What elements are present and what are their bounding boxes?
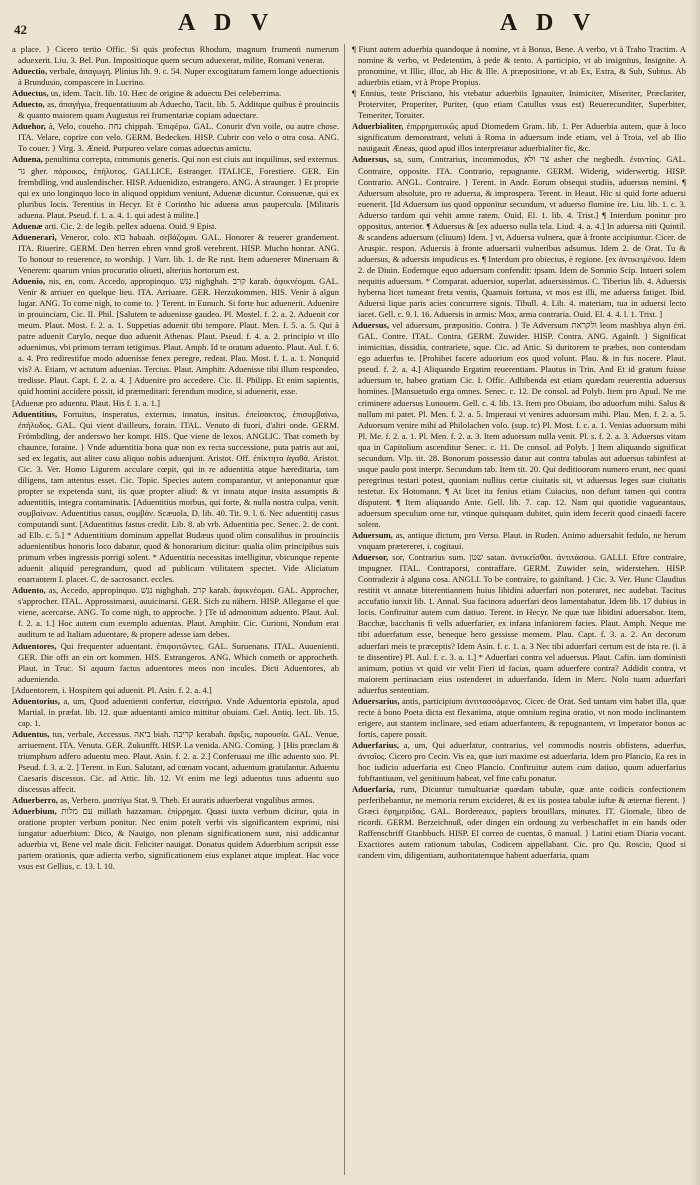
- entry-headword: Aduenio,: [12, 275, 46, 286]
- dictionary-entry: [12, 585, 339, 640]
- dictionary-entry: [352, 740, 686, 784]
- dictionary-entry: [12, 99, 339, 121]
- entry-headword: Aduehor,: [12, 121, 46, 132]
- entry-headword: Aduentitius,: [12, 408, 58, 419]
- dictionary-entry: [352, 696, 686, 740]
- entry-headword: Aduenæ: [12, 220, 43, 231]
- entry-headword: Aduento,: [12, 585, 46, 596]
- entry-text: ¶ Ennius, teste Prisciano, his vtebatur aduerbiis Ignauiter, Inimiciter, Miseriter, Præclariter, Proterviter, Properiter, Puriter, (quo etiam Catullus vsus est) Reuerecunditer, Superbiter, Temeriter, Toruiter.: [352, 88, 686, 121]
- dictionary-entry: [12, 398, 339, 409]
- page-edge-shadow: [690, 0, 700, 1185]
- entry-headword: Aduectio,: [12, 66, 48, 77]
- entry-text: penultima correpta, communis generis. Qui non est ciuis aut inquilinus, sed externus. גר gher. πάροικος, ἐπήλυτος. GALLICE, Estranger. ITALICE, Forestiere. GER. Ein frembdling, vnd auslendischer. HISP. Aduenidizo, estrangero. ANG. A straunger. } Et proprie qui ex uno longinquo loco in aliquod oppidum veniunt, Aduenæ dicuntur. Consuenæ, qui ex pluribus locis. Terentius in Hecyr. Et è Corintho hic aduena anus paupercula. [Militaris aduena. Plaut. Pseud. f. 1. a. 4. 1. qui adest à milite.]: [18, 154, 339, 220]
- entry-text: Qui frequenter aduentant. ἐπιφοιτῶντες. GAL. Suruenans. ITAL. Auuenienti. GER. Die offt an ein ort kommen. HIS. Estrangeros. ANG. Which cometh or approcheth. Plaut. in Truc. Si aquum factus aduentores meos non incules. Dicti Aduentores, ab adueniendo.: [18, 640, 339, 684]
- dictionary-entry: [12, 795, 339, 806]
- entry-text: Fortuitus, insperatus, externus, innatus, insitus. ἐπείσακτος, ἐπισυμβαίνω, ἐπήλυδος. GAL. Qui vient d'ailleurs, forain. ITAL. Venuto di fuori, d'altri onde. GERM. Frömbdling, der anderswo her kompt. HIS. Que viene de lexos. ANGLIC. That cometh by chaunce, foraine. } Vnde aduentitia bona quæ non ex recta successione, puta patris aut aui, sed ex legatis, aut aliter casu aliquo nobis aduenjunt. Aristot. Off. ἐπίκτητα ἀγαθά. Aristot. Cic. 3. Ver. Homo Ligurem acculare cœpit, qui in re aduentitia atque hæreditaria, tam diligens, tam attentus esset. Cic. Topic. Species autem comparantur, vt anteponantur quæ propter se expetenda sunt, iis quæ propter aliud: & vt innata atque insita assumptis & aduentitiis, integra contaminatis. [Aduentitius morbus, qui forte, & nulla nostra culpa, venit. συμβαίνων. Aduentitius casus, συμβάν. Scæuola, D. lib. 40. Tit. 9. l. 6. Nec aduentitij casus computandi sunt. [Aduentitius fastus credit. Lib. 8. ab vrb. Aduentitia pec. Senec. 2. de cont. ad Elb. c. 5.] * Aduentitium dominum appellat Budæus quod olim consulibus in prouinciis aduenientibus honoris loco dabatur, quod & honorarium dicitur: qualia olim principibus suis primum vrbes ingressis porrigi solent. * Aduentitia necessitas intelligitur, vbicunque repente aduenit aliquid peregrandum, quod ad publicam vtilitatem spectet. Vide Aliciatum enarrantem I. placet. C. de sacrosanct. eccles.: [18, 408, 339, 585]
- dictionary-entry: [12, 641, 339, 685]
- entry-headword: Aduersus,: [352, 320, 390, 331]
- entry-text: arti. Cic. 2. de legib. pellex aduena. Ouid. 9 Epist.: [44, 220, 217, 231]
- dictionary-entry: [12, 154, 339, 220]
- dictionary-entry: [12, 232, 339, 276]
- entry-text: sa, sum, Contrarius, incommodus, צר ולא asher che negbedh. ἐναντίος. GAL. Contraire, opposite. ITA. Contrario, repugnante. GERM. Widerig, widerwertig. HISP. Contrario. ANGL. Contraire. } Terent. in Andr. Eorum obsequi studiis, aduersus nemini. ¶ Aduersum absolute, pro re aduersa, & improspera. Terent. in Heaut. Hic si quid forte aduersi euenerit. [Id Aduersum ius quod opponitur secundum, vt aduerso flumine ire. Liu. lib. 1. c. 3. Aduerso tardum qui vehit amne ratem. Ouid. El. 1. lib. 4. Trist.] ¶ Interdum ponitur pro oppositus, anterior. ¶ Aduersus & [ex aduerso nulla tela. Liud. 4. a. 4.] In aduersa niti Quintil. & scandens aduersum (cliuum) Idem. ] vt, Aduersa vulnera, quæ à fronte accipiuntur. Cicer. de Aruspic. respon. Aduersis à fronte aduersarii vulneribus adsumus. Idem 2. de Orat. Tu & aduersus, & aduersis impudicus es. ¶ Interdum pro obiectus, è regione. [ex ἀντικειμένου. Idem 2. de Diuin. Eodemque equo aduersum confendit: tpsam. Idem de Somnio Scip. Intueri solem nequitis aduersum. * Comparat. aduersior, superlat. aduersissimus. C. Tiberius lib. 4. Aduersis hyberna licet tumeant freta ventis, Quamuis fortuna, vt mos est illi, me aduersa fatiget. Ibid. Aduersi lique paris acies concurrere signis. Tibull. 4. Lib. 4. materiam, tua in aduersi lecto iacet. Gell. c. 9. l. 16. Aduersis in armis: Mox, arma contraria. Ouid. El. 4. 4. l. 1. Trist. ]: [358, 154, 686, 320]
- entry-text: rum, Dicuntur tumultuariæ quædam tabulæ, quæ ante codicis confectionem perferibebantur, ne memoria rerum excideret, & ex iis postea tabulæ iuftæ & æternæ fierent. } Græci ἐφημερίδας. GAL. Bordereaux, papiers brouillars, minutes. IT. Giornale, libro de ricordi. GERM. Berzeichnuß, oder dingen ein ordnung zu verbeschaffet in ein hands oder Raffenschriff Gtanbbuch. HISP. El correo de cuentas, ô manual. } Latini etiam Diaria vocant. Exactiores autem rationum tabulas, Codicem appellabant. Cic. pro Qu. Roscio, Quod si candem vim, diligentiam, authoritatemque habent aduerfaria, quam: [358, 784, 686, 861]
- entry-text: Veneror, colo. בוא habaah. σεβάζομαι. GAL. Honorer & reuerer grandement. ITA. Riuerire. GERM. Den herren ehren vnnd groß verehrent. HISP. Mucho honrar. ANG. To honour to reuerence, to worship. } Varr. lib. 1. de Re rust. Item aduenerer Mineruam & Venerem: quarum vnius procuratio oliueti, alterius hortorum est.: [18, 231, 339, 275]
- dictionary-entry: [12, 221, 339, 232]
- entry-text: tus, verbale, Accessus. ביאה biah. קריבה kerabah. ἄφιξις, παρουσία. GAL. Venue, arriuement. ITA. Venuta. GER. Zukunfft. HISP. La venida. ANG. Coming. } [His præclam & triumphum adfero aduentu meo. Plaut. Asin. f. 2. a. 2.] Conferuaui me illic aduento suo. Pl. Pseud. f. 3. a. 2. ] Terent. in Eun. Salutant, ad cœnam vocant, aduentum gratulantur. Aduentu Caesaris discessus. Cic. ad Attic. lib. 12. Vt enim me legi aduentus tuus aduentu suo discessus affecit.: [18, 728, 339, 795]
- entry-headword: Aduersor,: [352, 552, 389, 563]
- entry-headword: Aduerberro,: [12, 795, 58, 806]
- entry-headword: Aduecto,: [12, 99, 45, 110]
- entry-text: us, idem. Tacit. lib. 10. Hæc de origine & aduectu Dei celeberrima.: [50, 88, 282, 99]
- entry-text: verbale, ἀπαγωγή. Plinius lib. 9. c. 54. Nuper excogitatum famem longe aduectionis à Brundusio, compascere in Lucrino.: [18, 66, 339, 88]
- dictionary-entry: [12, 44, 339, 66]
- page-number: 42: [14, 22, 27, 37]
- dictionary-entry: [12, 66, 339, 88]
- entry-headword: Aduenerari,: [12, 231, 57, 242]
- entry-text: [Aduentorem, i. Hospitem qui aduenit. Pl. Asin. f. 2. a. 4.]: [12, 684, 212, 695]
- entry-text: a, um, Qui aduerfatur, contrarius, vel commodis nostris obfistens, aduerfus, ἀνταῖος. Cicero pro Cecin. Vis ea, quæ iuri maxime est aduerfaria. Idem pro Plancio, Ea res in hoc iudicio aduerfaria est Cneo Plancio. Conftruitur autem cum datiuo, quum aduerfarius fubftantiuum, vel genitiuum habeat, vel fine cafu ponatur.: [358, 739, 686, 784]
- entry-headword: Aduerbialiter,: [352, 121, 404, 132]
- entry-text: nis, en, com. Accedo, appropinquo. נִגַּשׁ nighghah. קרב karab. ἀφικνέομαι. GAL. Venir & arriuer en quelque lieu. ITA. Arriuare. GER. Herzukommen. HIS. Venir à algun lugar. ANG. To come nigh, to come to. } Terent. in Eunuch. Si forte huc aduenerit. Aduenire in prouinciam, Cic. II. Phil. [Salutem te aduenisse gaudeo. Pl. Mostel. f. 2. a. 2. Aduenit cor meum. Plaut. Most. f. 2. a. 1. Suppetias aduenit tibi tempore. Plaut. Men. f. 5. a. 5. Qui à patre aduenit Carylo, neque duo aduenit Athenas. Plaut. Pseud. f. 4. a. 2. principio vt illo aduenimus, vbi primum terram tetigimus. Plaut. Amph. Id te oratum aduento. Plaut. Aul. f. 6. a. 4. Pro redirestifue modo aduenisse fenex peregre, redeat. Plau. Most. f. 1. a. 1. Nonquid vis? A. Etiam, vt actutum aduenias. Tercius. Plaut. Amphitr. Aduenisse tibi illum respondeo, tredisse. Plaut. Capt. f. 2. a. 4. ] Aduenire pro accedere. Cic. II. Philipp. Et enim sapientis, quid homini accidere possit, id præmeditari: ferendum modice, si aduenerit, esse.: [18, 275, 339, 397]
- dictionary-entry: [12, 806, 339, 872]
- entry-text: עם מלות millath hazzaman. ἐπίρρημα. Quasi iuxta verbum dicitur, quia in oratione propter verbum ponitur. Nec enim poteſt verbi vis significantem exprimi, nisi iungatur aduerbium: Dico, & Nauigo, non plenam significationem sunt, nisi addicantur aduerbia vt, Bene vel male dicit. Feliciter nauigat. Donatus quidem Aduerbium scripsit esse partem orationis, quæ adiecta verbo, significationem eius explanet atque impleat. Hac voce vsus est Gellius, c. 13. l. 10.: [18, 806, 339, 872]
- entry-headword: Aduersarius,: [352, 695, 400, 706]
- dictionary-entry: [12, 729, 339, 795]
- entry-headword: Aduentus,: [12, 728, 50, 739]
- entry-headword: Aduentorius,: [12, 695, 60, 706]
- dictionary-entry: [12, 121, 339, 154]
- dictionary-entry: [352, 530, 686, 552]
- entry-text: ¶ Fiunt autem aduerbia quandoque à nomine, vt à Bonus, Bene. A verbo, vt à Traho Tractim. A nomine & verbo, vt Pedetentim, à pede & tento. A participio, vt ab insignitus, Insignite. A pronomine, vt Illic, illuc, ab Hic & Ille. A præpositione, vt ab Ex, Extra, & Sub, Subtus. Ab aduerbiis etiam, vt à Prope Propius.: [352, 44, 686, 88]
- entry-headword: Aduerfaria,: [352, 784, 396, 795]
- dictionary-entry: [12, 685, 339, 696]
- dictionary-entry: [352, 44, 686, 88]
- entry-text: ἐπιρρηματικῶς apud Diomedem Gram. lib. 1. Per Aduerbia autem, quæ à loco significatum demonstrant, veluti à Roma in aduersum inde etiam, vel à Troia, vel ab Ilio nauigauit Æneas, quod apud illos interpretatur aduerbialiter fic, &c.: [358, 121, 686, 154]
- left-column: [12, 44, 339, 1177]
- dictionary-entry: [12, 88, 339, 99]
- dictionary-entry: [352, 784, 686, 861]
- entry-text: a place. } Cicero tertio Offic. Si quis profectus Rhodum, magnum frumenti numerum aduexerit. Liu. 3. Bel. Pun. Impositioque quem secum aduexerat, milite, Romani venerat.: [12, 44, 339, 66]
- entry-headword: Aduerbium,: [12, 806, 57, 817]
- entry-text: as, antique dictum, pro Verso. Plaut. in Ruden. Animo aduersabit fedulo, ne herum vnquam prætereret, i. cogitaui.: [358, 530, 686, 552]
- dictionary-entry: [352, 320, 686, 530]
- entry-headword: Aduersus,: [352, 154, 390, 165]
- right-column: [352, 44, 686, 1177]
- dictionary-entry: [12, 696, 339, 729]
- entry-text: antis, participium ἀντιτασσόμενος. Cicer. de Orat. Sed tantam vim habet illa, quæ recte à bono Poeta dicta est flexanima, atque omnium regina oratio, vt non modo inclinantem erigere, aut stantem inclinare, sed etiam aduerfantem, & repugnantem, vt Imperator bonus ac fortis, capere possit.: [358, 695, 686, 739]
- running-head-left: A D V: [178, 10, 276, 36]
- dictionary-entry: [352, 552, 686, 696]
- column-divider: [344, 44, 345, 1175]
- entry-text: as, ἀπαγήγω, frequentatiuum ab Aduecho, Tacit. lib. 5. Additque quibus è prouinciis & quanto maiorem quam Augustus rei frumentariæ copiam aduectare.: [18, 99, 339, 121]
- entry-text: [Aduenæ pro aduentu. Plaut. His f. 1. a. 1.]: [12, 397, 160, 408]
- entry-headword: Aduerfarius,: [352, 739, 400, 750]
- dictionary-entry: [12, 409, 339, 586]
- entry-headword: Aduena,: [12, 154, 43, 165]
- entry-headword: Aduentores,: [12, 640, 57, 651]
- entry-text: vel aduersum, præpositio. Contra. } Te Adversum ולקראת leom mashbya ahyn ἐπί. GAL. Contre. ITAL. Contra. GERM. Zuwider. HISP. Contra. ANG. Againſt. } Significat inimicitias, dissidia, contrariete, sque. Cic. ad Attic. Si duritorem te præbes, non contendam ego aduerfus te. [Prohibet facere aduorium eos quod volunt. Plau. & in fus nocere. Plaut. pseud. f. 2. a. 4.] Aliquando Ergatim reuerentiam. Plautus in Trin. And Et id gratum fuisse aduersum te, habeo gratiam Cic. I. Offic. Adhibenda est etiam quædam reuerentia aduersus homines. [Mansuetudo erga omnes. Senec. c. 12. De consol. ad Polyb. Item pro Apud. Ne me criminere aduersus Lunouem. Gell. c. 4. lib. 13. Item pro Obuiam, ibo aduorfum mihi. Salus & nullum mi patet. Pl. Men. f. 2. a. 5. Imperaui vt venires aduorsum mihi. Plau. Men. f. 2. a. 5. Aduorsum venire mihi ad Philolachen volo. (sup. tc) Pl. Most. f. c. a. 1. Venias aduorsum mihi Pl. Me. f. 2. a. 1. Pl. Men. f. 2. a. 3. Item aduorsum nulla venit. Pl. s. f. 2. a. 3. Aduersus vitam qua in Capitolium ascenditur Senec. c. 11. De consol. ad Polyb. ] Item aliquando significat secundum. Vlp. tit. 28. Bonorum possessio datur aut contra tabulas aut aduersus tabinfest at usque paulo post interpr. Secundum tab. Item tit. 20. Qui deditioorum numero erunt, nec quasi peregrinus testari potest, quoniam nullius certæ ciuitatis sit, vt aduersus leges suæ ciuitatis testetur. Ex Hotomann. ¶ At licet ita fenius etiam Cuiacius, non defunt tamen qui contra disputent. ¶ Item aliquando Ante. Gell. lib. 7. cap. 12. Nam qui quotidie vagueantaus, aduersum speculum orne tur, vtinque quisquam dubitet, quin idem fecerit quod cinaedi facere solent.: [358, 320, 686, 530]
- dictionary-entry: [12, 276, 339, 398]
- entry-headword: Aduectus,: [12, 88, 49, 99]
- dictionary-entry: [352, 121, 686, 154]
- running-head-right: A D V: [500, 10, 598, 36]
- dictionary-entry: [352, 88, 686, 121]
- entry-text: as, Accedo, appropinquo. נִגַּשׁ nighghah. קרב karab. ἀφικνέομαι. GAL. Approcher, s'approcher. ITAL. Approssimarsi, auuicinarsi. GER. Sich zu nähern. HISP. Allegarse el que viene, acercarse. ANG. To come nigh, to approche. } [Te id admonitum aduento. Plaut. Aul. f. 2. a. 1.] Hoc autem cum exemplo aduentas. Plaut. Amphitr. Cic. Curioni, Nondum erat auditum te ad Italiam aduentare, & propere adesse iam debes.: [18, 585, 339, 640]
- entry-text: a, um, Quod aduenienti confertur, εἰσιτήρια. Vnde Aduentoria epistola, apud Martial. in præfat. lib. 12. quæ aduentanti amico mittitur obuiam. Cæl. Antiq. lect. lib. 15. cap. 1.: [18, 695, 339, 728]
- dictionary-entry: [352, 154, 686, 320]
- entry-text: as, Verbero. μαστίγω Stat. 9. Theb. Et auratis aduerberat vngulibus armos.: [60, 795, 315, 806]
- entry-text: à, Velo, coueho. נחת chippah. Ἐπιφέρω. GAL. Conurir d'vn voile, ou autre chose. ITA. Velare, coprire con velo. GERM. Bedecken. HISP. Cubrir con velo o otra cosa. ANG. To couer. } Virg. 3. Æneid. Purpureo velare comas aduectus amictu.: [18, 121, 339, 154]
- entry-text: sor, Contrarius sum. שטן satan. ἀντικεῖσθαι. ἀντιτάσσω. GALLI. Eftre contraire, impugner. ITAL. Contraporsi, contraffare. GERM. Zuwider sein, widerstehen. HISP. Contradezir à alguna cosa. ANGLI. To be contraire, to gainſtand. } Cic. 3. Ver. Hunc Claudius restitit vt annatæ biterentiannem huius libidini aduerfari non poteraret, nec audebat. Tacitus accufatio iunxit lib. 1. Annal. Sua facinora aduerfari deos lamentabatur. Idem lib. 17 dubius in locis. Conftruitur autem cum datiuo. Terent. in Hecyr. Ne quæ tuæ libidini aduersabor. Item, Bacchæ, bacchanis fi vells aduerfarier, ex infana infaniorem facies. Plaut. Amph. Neque me tibi aduerfatum esse, beneque hero gessisse memem. Plau. Capt. f. 3. a. 2. An decorum aduerfari meis te præceptis? Idem Asin. f. c. 1. a. 3 Nec tibi aduerfari certum est de ista re. (i. à te dissentire) Pl. Aul. f. c. 3. a. 1.] * Aduerfari contra vel aduersus. Plaut. Cafin. iam doministi animum, potius vt quid vir velit Fieri id facias, quam aduerfere contra? Addidit contra, vt maiorem pertinaciam eius ostenderet in aduerfando. Idem in Merc. Nolo tuam aduerfari aduerfus sententiam.: [358, 552, 686, 695]
- entry-headword: Aduersum,: [352, 530, 393, 541]
